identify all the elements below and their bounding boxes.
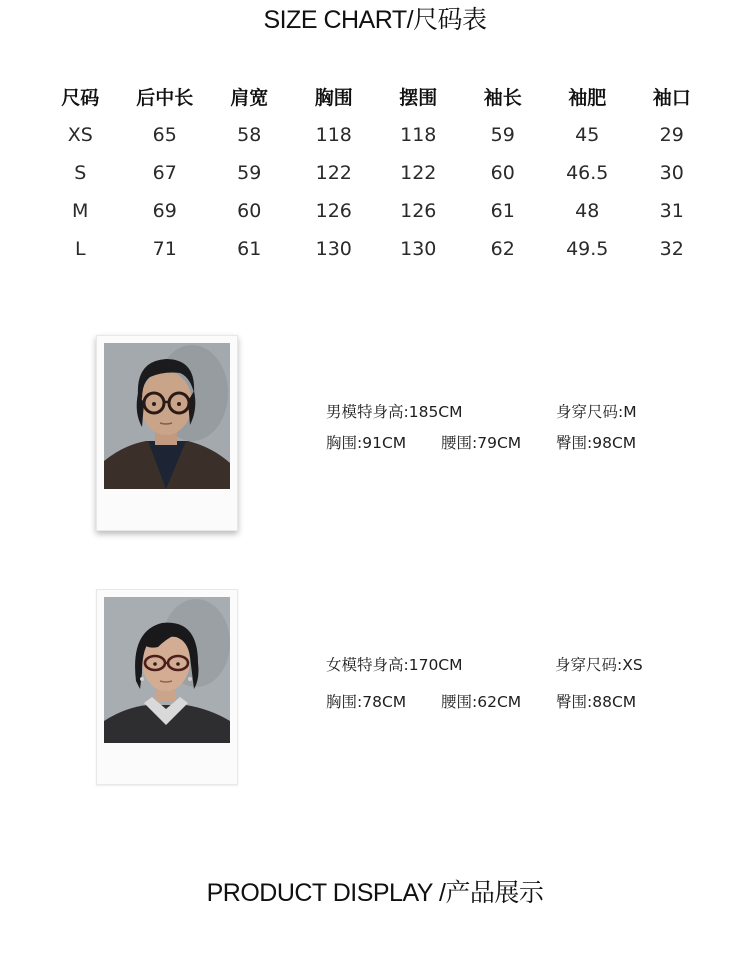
table-cell: 71	[152, 238, 177, 260]
table-cell: 69	[152, 200, 177, 222]
header-cell: 摆围	[399, 86, 438, 109]
table-cell: L	[74, 238, 86, 260]
size-table-header	[38, 78, 714, 114]
table-cell: 118	[315, 124, 352, 146]
table-cell: 60	[237, 200, 262, 222]
header-cell: 后中长	[136, 86, 194, 109]
table-row	[38, 192, 714, 230]
male-hip-label: 臀围:98CM	[556, 434, 637, 452]
table-cell: 60	[490, 162, 515, 184]
female-height-label: 女模特身高:170CM	[326, 656, 463, 674]
male-height-label: 男模特身高:185CM	[326, 403, 463, 421]
header-cell: 胸围	[314, 86, 353, 109]
table-row	[38, 230, 714, 268]
table-cell: 62	[490, 238, 515, 260]
table-cell: S	[74, 162, 87, 184]
table-cell: 49.5	[566, 238, 609, 260]
size-table	[38, 78, 714, 268]
table-cell: 118	[400, 124, 437, 146]
table-cell: 130	[315, 238, 352, 260]
header-cell: 袖长	[483, 86, 522, 109]
table-cell: 59	[490, 124, 515, 146]
table-cell: 29	[659, 124, 684, 146]
male-waist-label: 腰围:79CM	[441, 434, 522, 452]
table-cell: 32	[659, 238, 684, 260]
female-model-photo-card	[96, 589, 238, 785]
table-cell: 61	[237, 238, 262, 260]
table-row	[38, 154, 714, 192]
table-cell: 126	[400, 200, 437, 222]
table-cell: 59	[237, 162, 262, 184]
table-cell: 61	[490, 200, 515, 222]
table-cell: 126	[315, 200, 352, 222]
female-model-photo	[104, 597, 230, 743]
female-hip-label: 臀围:88CM	[556, 693, 637, 711]
male-model-photo-card	[96, 335, 238, 531]
male-size-worn-label: 身穿尺码:M	[556, 403, 637, 421]
table-cell: 122	[400, 162, 437, 184]
table-cell: 48	[575, 200, 600, 222]
table-cell: 30	[659, 162, 684, 184]
table-cell: 122	[315, 162, 352, 184]
table-cell: 31	[659, 200, 684, 222]
female-waist-label: 腰围:62CM	[441, 693, 522, 711]
male-bust-label: 胸围:91CM	[326, 434, 407, 452]
table-cell: 46.5	[566, 162, 609, 184]
product-display-title: PRODUCT DISPLAY /产品展示	[206, 879, 544, 907]
table-cell: XS	[67, 124, 93, 146]
table-cell: 67	[152, 162, 177, 184]
header-cell: 尺码	[61, 86, 100, 109]
size-chart-title: SIZE CHART/尺码表	[263, 6, 487, 34]
table-cell: 58	[237, 124, 262, 146]
female-bust-label: 胸围:78CM	[326, 693, 407, 711]
table-row	[38, 116, 714, 154]
header-cell: 袖口	[652, 86, 691, 109]
table-cell: 65	[152, 124, 177, 146]
female-size-worn-label: 身穿尺码:XS	[555, 656, 643, 674]
table-cell: 130	[400, 238, 437, 260]
header-cell: 袖肥	[568, 86, 607, 109]
table-cell: 45	[575, 124, 600, 146]
male-model-photo	[104, 343, 230, 489]
header-cell: 肩宽	[230, 86, 269, 109]
table-cell: M	[72, 200, 89, 222]
